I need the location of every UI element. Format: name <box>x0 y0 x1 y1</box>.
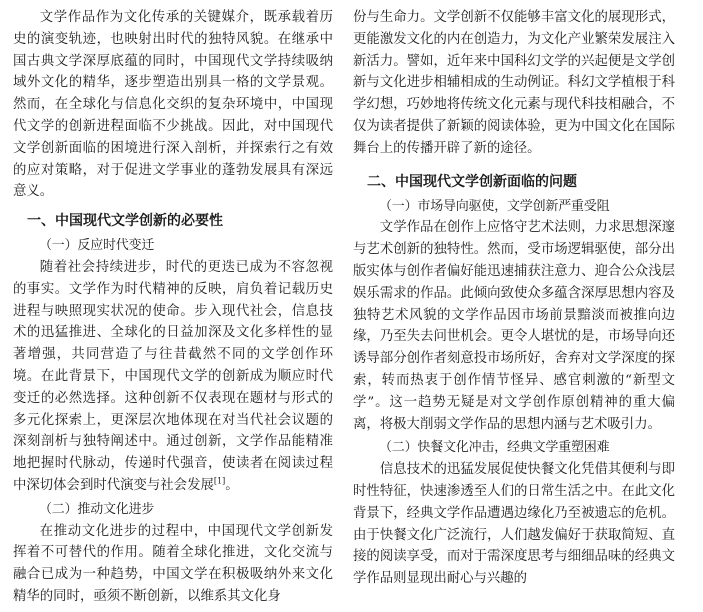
subsection-1-2-paragraph: 在推动文化进步的过程中，中国现代文学创新发挥着不可替代的作用。随着全球化推进，文化交流与融合已成为一种趋势，中国文学在积极吸纳外来文化精华的同时，亟须不断创新，以维系其文化身 <box>13 523 333 604</box>
right-column <box>353 7 675 590</box>
subsection-2-2-heading: （二）快餐文化冲击，经典文学重塑困难 <box>379 440 610 456</box>
subsection-2-1-heading: （一）市场导向驱使，文学创新严重受阻 <box>379 198 610 214</box>
section-2-heading: 二、中国现代文学创新面临的问题 <box>367 173 577 190</box>
subsection-1-1-paragraph <box>13 257 333 497</box>
subsection-2-2-paragraph: 信息技术的迅猛发展促使快餐文化凭借其便利与即时性特征，快速渗透至人们的日常生活之中。在此文化背景下，经典文学作品遭遇边缘化乃至被遗忘的危机。由于快餐文化广泛流行，人们越发偏好于获取简短、直接的阅读享受，而对于需深度思考与细细品味的经典文学作品则显现出耐心与兴趣的 <box>353 462 675 587</box>
subsection-2-1-paragraph: 文学作品在创作上应恪守艺术法则，力求思想深邃与艺术创新的独特性。然而，受市场逻辑驱使，部分出版实体与创作者偏好能迅速捕获注意力、迎合公众浅层娱乐需求的作品。此倾向致使众多蕴含深厚思想内容及独特艺术风貌的文学作品因市场前景黯淡而被推向边缘，乃至失去问世机会。更令人堪忧的是，市场导向还诱导部分创作者刻意投市场所好，舍弃对文学深度的探索，转而热衷于创作情节怪异、感官刺激的“新型文学”。这一趋势无疑是对文学创作原创精神的重大偏离，将极大削弱文学作品的思想内涵与艺术吸引力。 <box>353 220 675 432</box>
citation-1: [1] <box>213 476 226 486</box>
subsection-1-2-heading: （二）推动文化进步 <box>39 501 155 517</box>
subsection-1-1-text: 随着社会持续进步，时代的更迭已成为不容忽视的事实。文学作为时代精神的反映，肩负着记载历史进程与映照现实状况的使命。步入现代社会，信息技术的迅猛推进、全球化的日益加深及文化多样性的显著增强，共同营造了与往昔截然不同的文学创作环境。在此背景下，中国现代文学的创新成为顺应时代变迁的必然选择。这种创新不仅表现在题材与形式的多元化探索上，更深层次地体现在对当代社会议题的深刻剖析与独特阐述中。通过创新，文学作品能精准地把握时代脉动，传递时代强音，使读者在阅读过程中深切体会到时代演变与社会发展 <box>13 259 333 493</box>
subsection-1-1-heading: （一）反应时代变迁 <box>39 238 155 254</box>
subsection-1-1-end: 。 <box>225 477 239 493</box>
left-column <box>13 7 333 608</box>
continued-paragraph: 份与生命力。文学创新不仅能够丰富文化的展现形式，更能激发文化的内在创造力，为文化产业繁荣发展注入新活力。譬如，近年来中国科幻文学的兴起便是文学创新与文化进步相辅相成的生动例证。科幻文学植根于科学幻想，巧妙地将传统文化元素与现代科技相融合，不仅为读者提供了新颖的阅读体验，更为中国文化在国际舞台上的传播开辟了新的途径。 <box>353 10 675 156</box>
section-1-heading: 一、中国现代文学创新的必要性 <box>27 213 223 230</box>
intro-paragraph: 文学作品作为文化传承的关键媒介，既承载着历史的演变轨迹，也映射出时代的独特风貌。在继承中国古典文学深厚底蕴的同时，中国现代文学持续吸纳域外文化的精华，逐步塑造出别具一格的文学景观。然而，在全球化与信息化交织的复杂环境中，中国现代文学的创新进程面临不少挑战。因此，对中国现代文学创新面临的困境进行深入剖析，并探索行之有效的应对策略，对于促进文学事业的蓬勃发展具有深远意义。 <box>13 10 333 200</box>
